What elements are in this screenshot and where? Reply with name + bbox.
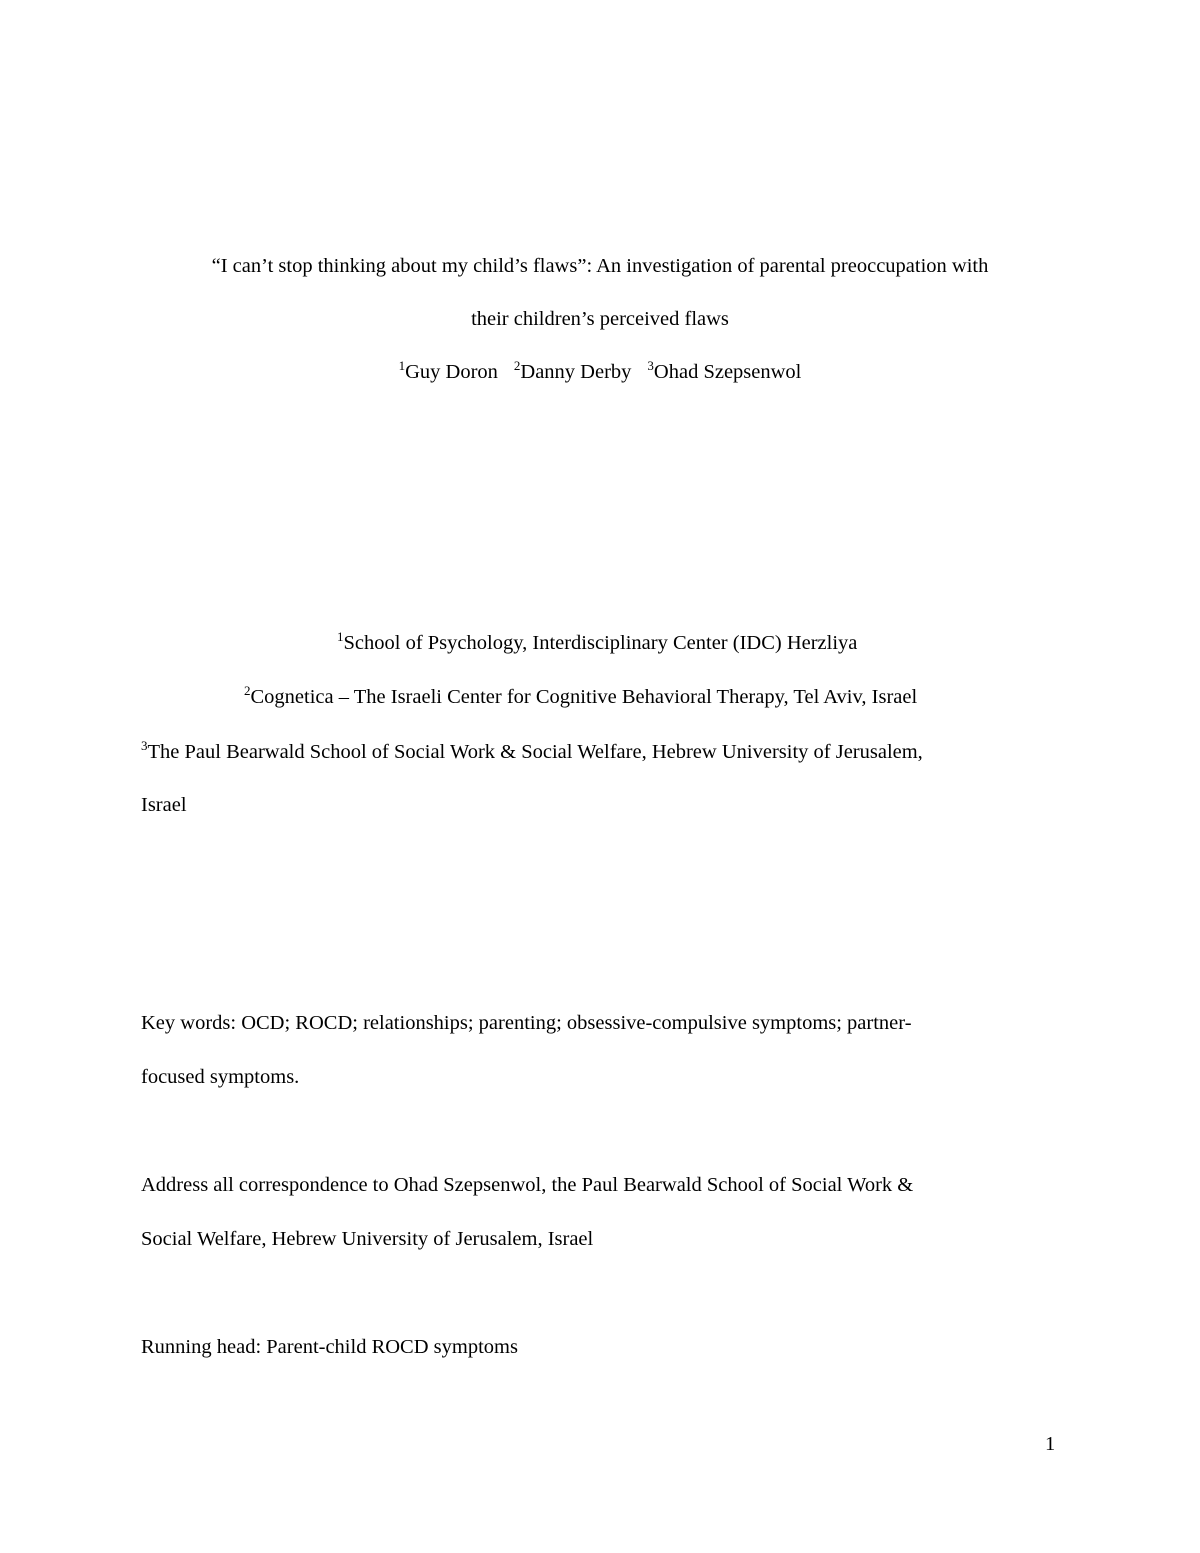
title-line-2: their children’s perceived flaws bbox=[471, 308, 729, 330]
affiliation-1-superscript: 1 bbox=[337, 629, 344, 644]
affiliation-2 bbox=[244, 683, 918, 708]
affiliation-3 bbox=[141, 738, 923, 763]
authors-line bbox=[0, 358, 1200, 383]
title-line-1: “I can’t stop thinking about my child’s flaws”: An investigation of parental preoccupation with bbox=[211, 255, 989, 277]
affiliation-3-text-line-2: Israel bbox=[141, 794, 187, 816]
keywords-line-1: Key words: OCD; ROCD; relationships; parenting; obsessive-compulsive symptoms; partner- bbox=[141, 1012, 912, 1034]
correspondence-line-2: Social Welfare, Hebrew University of Jerusalem, Israel bbox=[141, 1228, 594, 1250]
author-2-name: Danny Derby bbox=[520, 361, 632, 383]
running-head: Running head: Parent-child ROCD symptoms bbox=[141, 1336, 518, 1358]
author-1-superscript: 1 bbox=[398, 358, 406, 373]
author-1-name: Guy Doron bbox=[405, 361, 498, 383]
affiliation-1 bbox=[337, 629, 858, 654]
author-3-superscript: 3 bbox=[647, 358, 654, 373]
keywords-line-2: focused symptoms. bbox=[141, 1066, 300, 1088]
author-2-superscript: 2 bbox=[513, 358, 521, 373]
author-1 bbox=[398, 358, 498, 383]
author-3-name: Ohad Szepsenwol bbox=[653, 361, 802, 383]
author-2 bbox=[513, 358, 632, 383]
affiliation-3-superscript: 3 bbox=[141, 738, 148, 753]
affiliation-2-text: Cognetica – The Israeli Center for Cognitive Behavioral Therapy, Tel Aviv, Israel bbox=[250, 686, 918, 708]
author-3 bbox=[647, 358, 802, 383]
affiliation-2-superscript: 2 bbox=[244, 683, 251, 698]
page-number: 1 bbox=[1045, 1433, 1056, 1455]
correspondence-line-1: Address all correspondence to Ohad Szepsenwol, the Paul Bearwald School of Social Work & bbox=[141, 1174, 914, 1196]
affiliation-3-text-line-1: The Paul Bearwald School of Social Work & Social Welfare, Hebrew University of Jerusalem, bbox=[147, 741, 923, 763]
affiliation-1-text: School of Psychology, Interdisciplinary Center (IDC) Herzliya bbox=[343, 632, 858, 654]
